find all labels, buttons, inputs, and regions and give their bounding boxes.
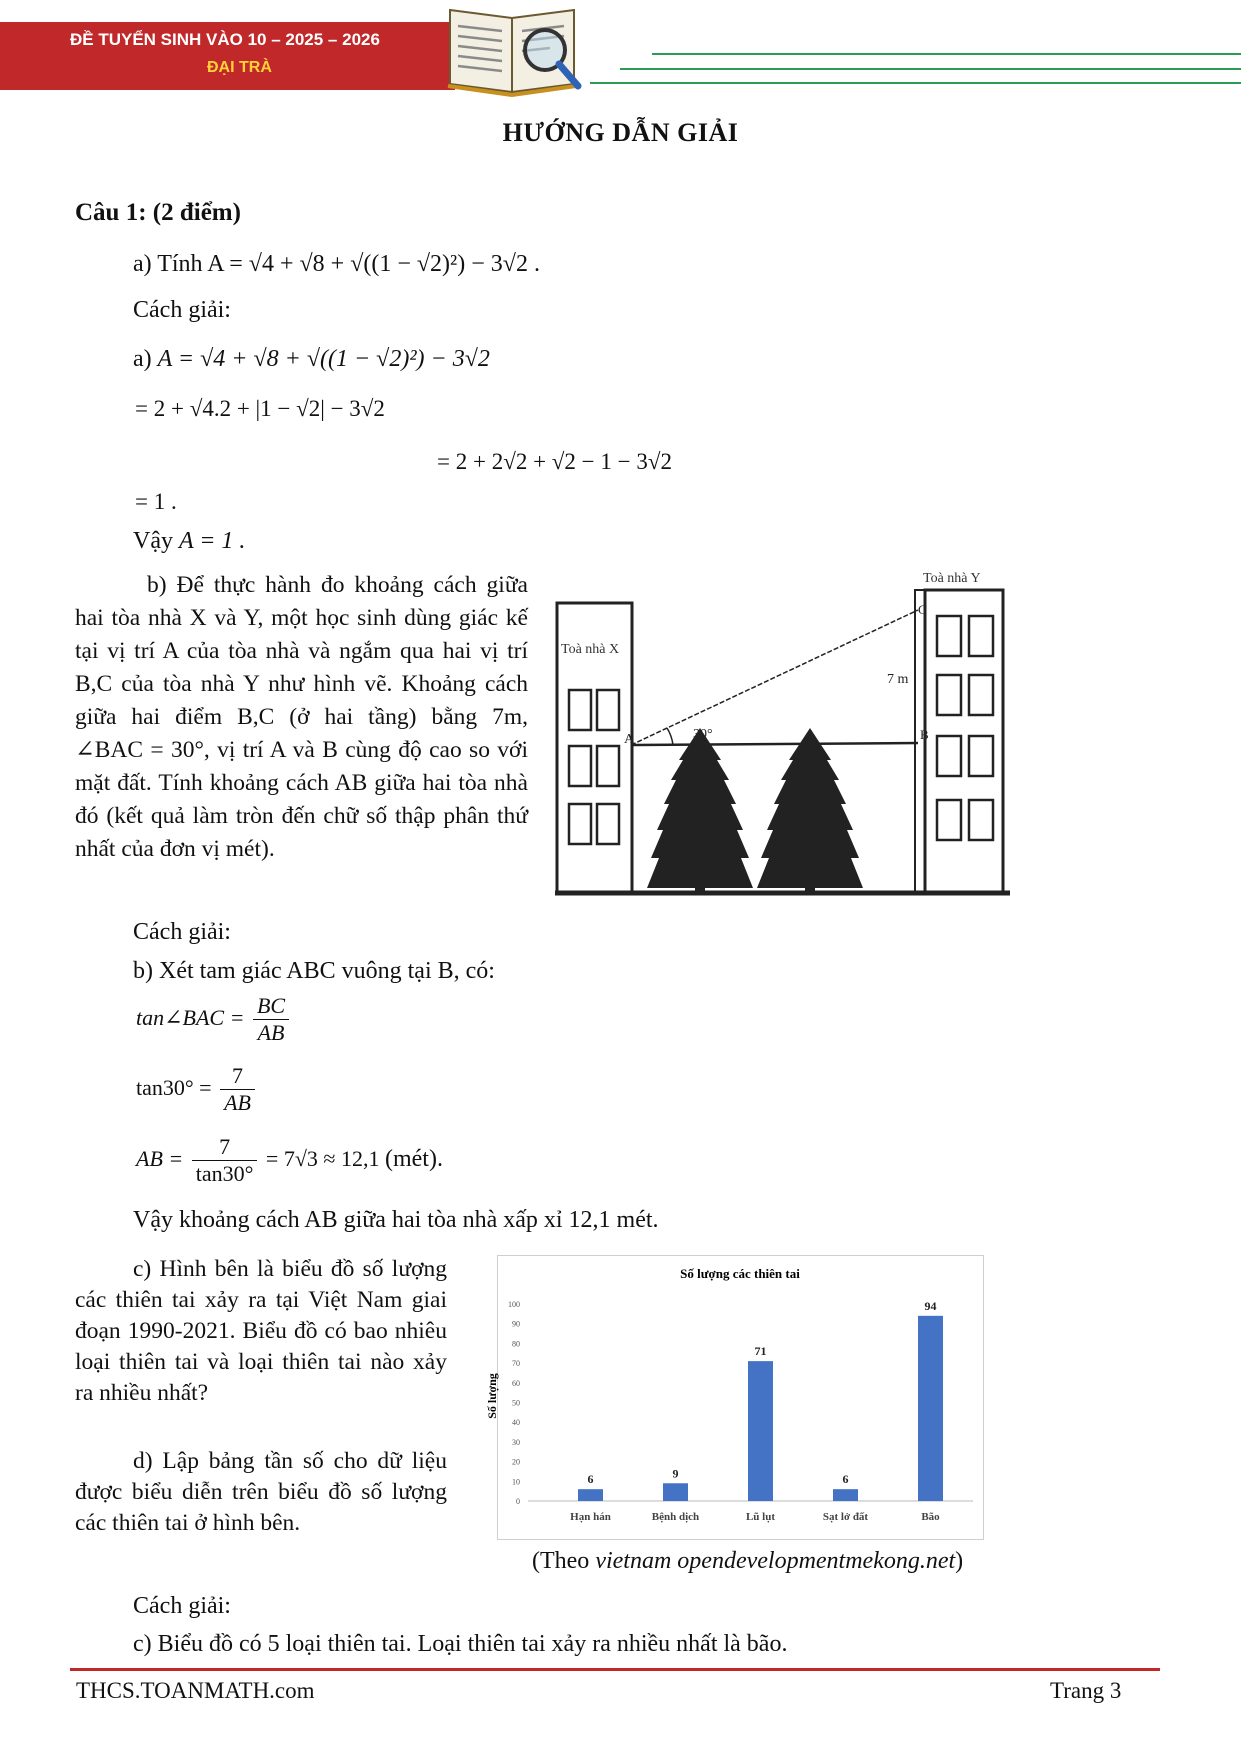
tan30-ratio [136, 1063, 258, 1117]
part-b-solution-intro: b) Xét tam giác ABC vuông tại B, có: [133, 958, 495, 984]
chart-title: Số lượng các thiên tai [680, 1266, 800, 1281]
bar-value-label: 94 [924, 1298, 937, 1313]
label-building-x: Toà nhà X [561, 642, 620, 657]
part-a-prompt [133, 250, 540, 279]
step-1-label: a) [133, 346, 152, 372]
tan30-num: 7 [220, 1063, 255, 1090]
y-tick-label: 0 [516, 1497, 520, 1506]
chart-y-axis-label: Số lượng [485, 1373, 499, 1419]
page-title: HƯỚNG DẪN GIẢI [502, 118, 739, 147]
tan-den: AB [257, 1020, 285, 1046]
ab-result [136, 1134, 443, 1188]
tan-lhs: tan∠BAC = [136, 1004, 245, 1030]
part-c-problem: c) Hình bên là biểu đồ số lượng các thiên tai xảy ra tại Việt Nam giai đoạn 1990-2021. Biểu đồ có bao nhiêu loại thiên tai và loại thiên tai nào xảy ra nhiều nhất? [75, 1256, 447, 1406]
ab-lhs: AB = [136, 1145, 184, 1171]
y-tick-label: 90 [512, 1319, 520, 1329]
solution-label-a: Cách giải: [133, 297, 231, 323]
question-heading: Câu 1: (2 điểm) [75, 199, 241, 226]
step-2: = 2 + √4.2 + |1 − √2| − 3√2 [135, 396, 385, 421]
y-tick-label: 100 [508, 1300, 520, 1309]
exam-subtitle: ĐẠI TRÀ [207, 59, 272, 76]
x-tick-label: Bão [921, 1511, 940, 1523]
y-tick-label: 50 [512, 1398, 520, 1408]
step-4: = 1 . [135, 489, 177, 514]
conclusion-prefix: Vậy [133, 528, 173, 554]
footer-site: THCS.TOANMATH.com [76, 1678, 315, 1703]
disaster-chart [485, 1255, 984, 1540]
part-d-problem: d) Lập bảng tần số cho dữ liệu được biểu diễn trên biểu đồ số lượng các thiên tai ở hình bên. [75, 1448, 447, 1536]
label-point-b: B [920, 727, 929, 742]
conclusion-a [133, 527, 245, 556]
x-tick-label: Sạt lở đất [822, 1511, 869, 1523]
book-magnifier-icon [440, 0, 595, 100]
exam-title: ĐỀ TUYỂN SINH VÀO 10 – 2025 – 2026 [70, 30, 380, 49]
part-a-expression: A = √4 + √8 + √((1 − √2)²) − 3√2 . [207, 251, 540, 277]
conclusion-expr: A = 1 . [178, 528, 246, 554]
ab-num: 7 [192, 1134, 258, 1161]
step-1 [133, 345, 490, 374]
y-tick-label: 20 [512, 1457, 520, 1467]
bar [663, 1483, 688, 1501]
ab-rhs: = 7√3 ≈ 12,1 [265, 1145, 380, 1171]
label-building-y: Toà nhà Y [923, 571, 981, 586]
part-b-problem: b) Để thực hành đo khoảng cách giữa hai tòa nhà X và Y, một học sinh dùng giác kế tại vị trí A của tòa nhà và ngắm qua hai vị trí B,C của tòa nhà Y như hình vẽ. Khoảng cách giữa hai điểm B,C (ở hai tầng) bằng 7m, ∠BAC = 30°, vị trí A và B cùng độ cao so với mặt đất. Tính khoảng cách AB giữa hai tòa nhà đó (kết quả làm tròn đến chữ số thập phân thứ nhất của đơn vị mét). [75, 572, 528, 862]
y-tick-label: 70 [512, 1359, 520, 1369]
solution-label-b: Cách giải: [133, 919, 231, 945]
header-rule-1 [652, 53, 1241, 55]
bar-value-label: 71 [754, 1344, 767, 1359]
y-tick-label: 30 [512, 1437, 520, 1447]
header-rule-3 [590, 82, 1241, 84]
x-tick-label: Lũ lụt [745, 1511, 776, 1523]
source-site: vietnam opendevelopmentmekong.net [595, 1548, 956, 1574]
chart-source [532, 1547, 963, 1576]
buildings-figure [555, 568, 1015, 903]
footer-page-number: Trang 3 [1050, 1678, 1122, 1703]
bar [918, 1316, 943, 1501]
x-tick-label: Bệnh dịch [651, 1511, 700, 1523]
y-tick-label: 80 [512, 1339, 520, 1349]
part-c-answer: c) Biểu đồ có 5 loại thiên tai. Loại thiên tai xảy ra nhiều nhất là bão. [133, 1631, 788, 1657]
label-point-a: A [624, 732, 635, 747]
part-a-prefix: a) Tính [133, 251, 203, 277]
bar [833, 1489, 858, 1501]
footer-rule [70, 1668, 1160, 1671]
y-tick-label: 40 [512, 1418, 520, 1428]
part-b-conclusion: Vậy khoảng cách AB giữa hai tòa nhà xấp xỉ 12,1 mét. [133, 1207, 659, 1233]
source-suffix: ) [955, 1548, 964, 1574]
ab-fraction [192, 1134, 258, 1188]
tan-num: BC [253, 993, 289, 1020]
bar-value-label: 6 [842, 1472, 849, 1487]
tan-fraction [253, 993, 289, 1047]
tan30-lhs: tan30° = [136, 1074, 212, 1100]
chart-svg [485, 1256, 983, 1539]
y-tick-label: 60 [512, 1378, 520, 1388]
ab-unit: (mét). [384, 1145, 443, 1172]
label-point-c: C [918, 602, 927, 617]
x-tick-label: Hạn hán [570, 1511, 611, 1523]
step-3: = 2 + 2√2 + √2 − 1 − 3√2 [437, 449, 672, 474]
bar [748, 1361, 773, 1501]
bar [578, 1489, 603, 1501]
solution-label-c: Cách giải: [133, 1593, 231, 1619]
source-prefix: (Theo [532, 1548, 590, 1574]
label-distance: 7 m [887, 672, 909, 687]
tan-ratio [136, 993, 292, 1047]
y-tick-label: 10 [512, 1477, 520, 1487]
step-1-expr: A = √4 + √8 + √((1 − √2)²) − 3√2 [157, 346, 490, 372]
ab-den: tan30° [195, 1161, 254, 1187]
bar-value-label: 6 [587, 1472, 594, 1487]
tan30-den: AB [224, 1090, 251, 1116]
header-rule-2 [620, 68, 1241, 70]
bar-value-label: 9 [672, 1466, 679, 1481]
label-angle: 30° [693, 727, 713, 742]
tan30-fraction [220, 1063, 255, 1117]
